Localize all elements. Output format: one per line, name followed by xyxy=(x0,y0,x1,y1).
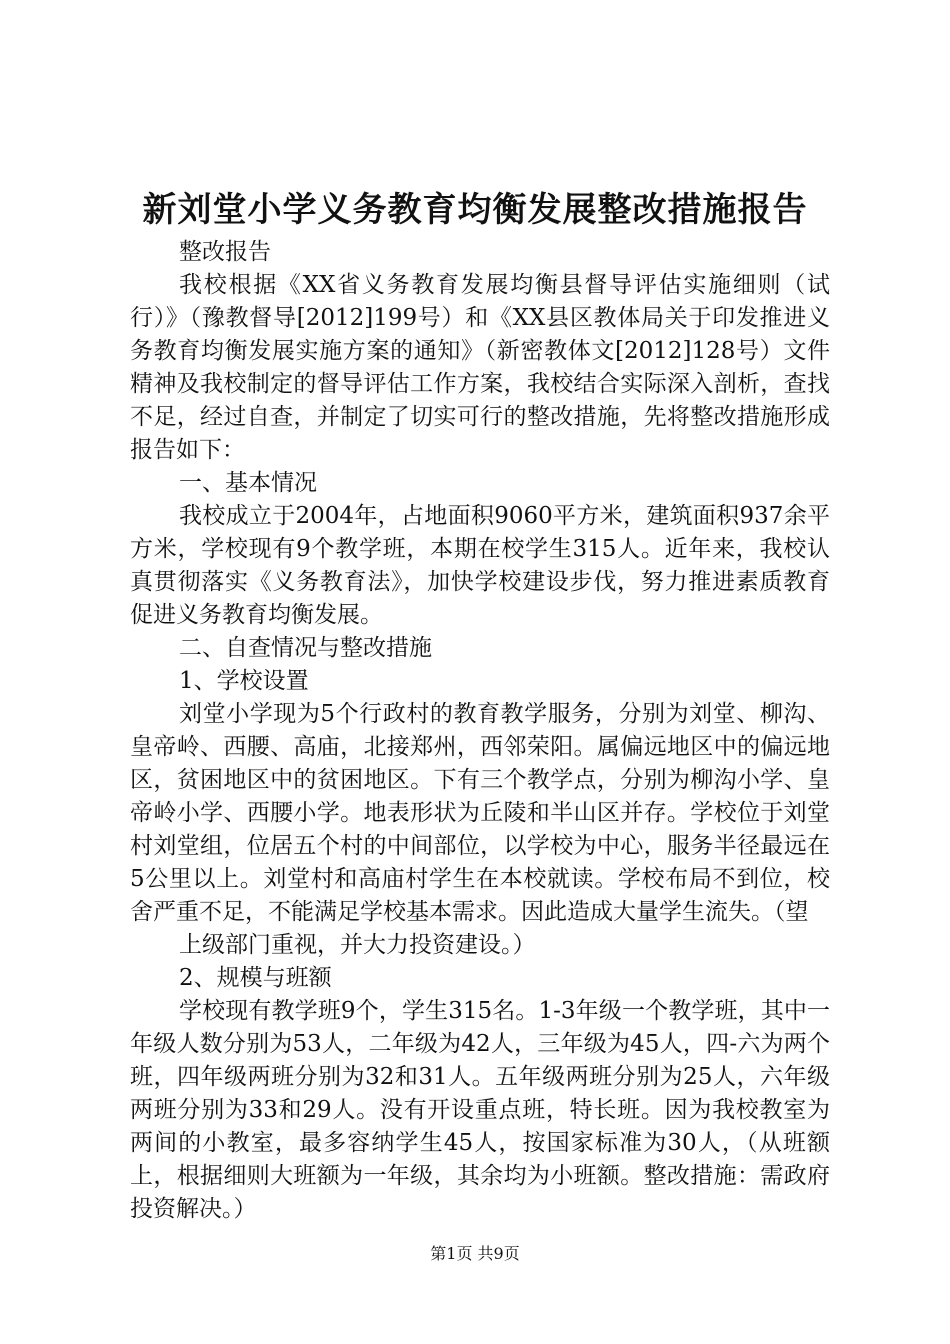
page-footer: 第1页 共9页 xyxy=(430,1244,520,1263)
subsection-2-paragraph: 学校现有教学班9个，学生315名。1-3年级一个教学班，其中一年级人数分别为53人，二年级为42人，三年级为45人，四-六为两个班，四年级两班分别为32和31人。五年级两班分别为25人，六年级两班分别为33和29人。没有开设重点班，特长班。因为我校教室为两间的小教室，最多容纳学生45人，按国家标准为30人，（从班额上，根据细则大班额为一年级，其余均为小班额。整改措施：需政府投资解决。） xyxy=(130,998,830,1222)
subsection-2-heading: 2、规模与班额 xyxy=(179,965,332,991)
document-title: 新刘堂小学义务教育均衡发展整改措施报告 xyxy=(142,190,808,230)
section-1-paragraph: 我校成立于2004年，占地面积9060平方米，建筑面积937余平方米，学校现有9个教学班，本期在校学生315人。近年来，我校认真贯彻落实《义务教育法》，加快学校建设步伐，努力推进素质教育促进义务教育均衡发展。 xyxy=(130,503,830,628)
subsection-1-paragraph: 刘堂小学现为5个行政村的教育教学服务，分别为刘堂、柳沟、皇帝岭、西腰、高庙，北接郑州，西邻荣阳。属偏远地区中的偏远地区，贫困地区中的贫困地区。下有三个教学点，分别为柳沟小学、皇帝岭小学、西腰小学。地表形状为丘陵和半山区并存。学校位于刘堂村刘堂组，位居五个村的中间部位，以学校为中心，服务半径最远在5公里以上。刘堂村和高庙村学生在本校就读。学校布局不到位，校舍严重不足，不能满足学校基本需求。因此造成大量学生流失。（望 xyxy=(130,701,830,925)
document-body xyxy=(130,236,830,1226)
section-1-heading: 一、基本情况 xyxy=(179,470,317,496)
intro-paragraph: 我校根据《XX省义务教育发展均衡县督导评估实施细则（试行）》（豫教督导[2012]199号）和《XX县区教体局关于印发推进义务教育均衡发展实施方案的通知》（新密教体文[2012]128号）文件精神及我校制定的督导评估工作方案，我校结合实际深入剖析，查找不足，经过自查，并制定了切实可行的整改措施，先将整改措施形成报告如下： xyxy=(130,272,830,463)
subtitle: 整改报告 xyxy=(179,239,271,265)
subsection-1-heading: 1、学校设置 xyxy=(179,668,309,694)
section-2-heading: 二、自查情况与整改措施 xyxy=(179,635,432,661)
subsection-1-continued: 上级部门重视，并大力投资建设。） xyxy=(179,932,536,958)
